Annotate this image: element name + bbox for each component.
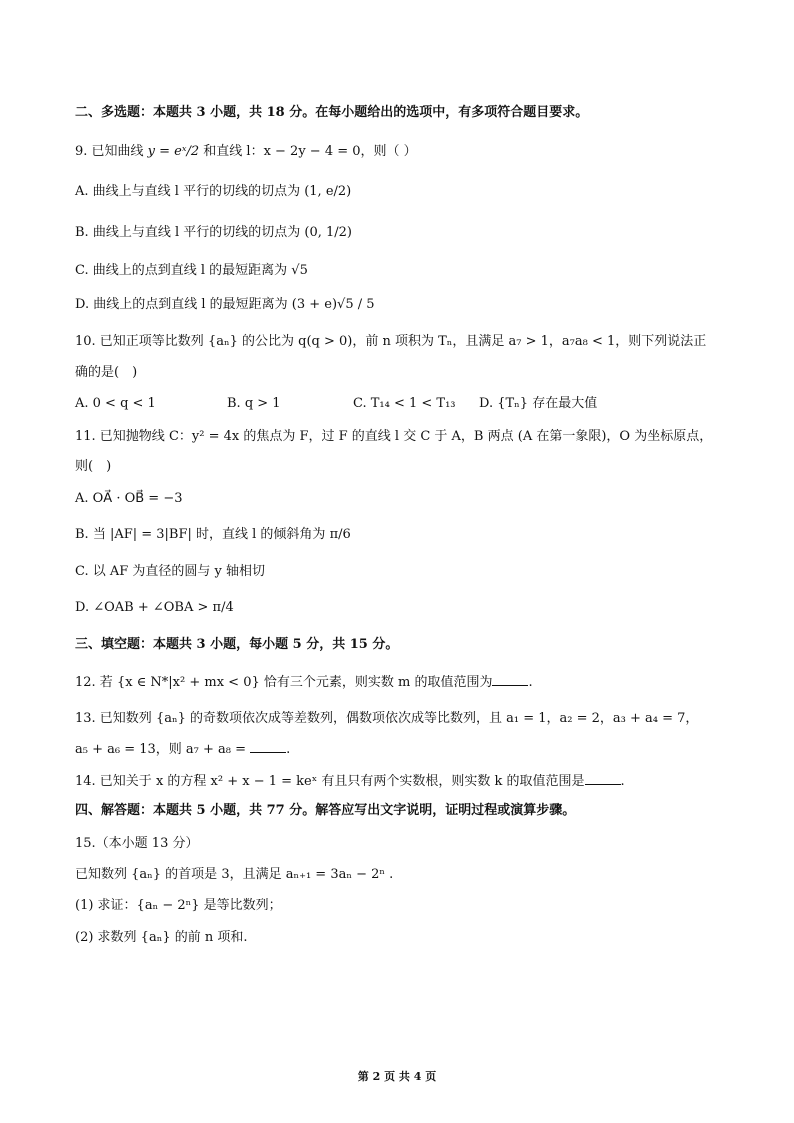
q10-options (75, 395, 597, 413)
question-15-title: 15.（本小题 13 分） (75, 836, 199, 851)
q9-option-d: D. 曲线上的点到直线 l 的最短距离为 (3 + e)√5 / 5 (75, 297, 375, 312)
question-14 (75, 772, 625, 791)
section-4-header: 四、解答题：本题共 5 小题，共 77 分。解答应写出文字说明，证明过程或演算步骤。 (75, 803, 576, 818)
question-15-part-1: (1) 求证：{aₙ − 2ⁿ} 是等比数列； (75, 898, 282, 913)
question-10-stem-line2: 确的是( ) (75, 365, 138, 380)
q11-option-b: B. 当 |AF| = 3|BF| 时，直线 l 的倾斜角为 π/6 (75, 527, 351, 542)
q13-answer-blank[interactable] (250, 740, 286, 753)
q9-curve: y = eˣ/2 (147, 144, 200, 159)
q14-end: . (620, 774, 625, 789)
q10-option-d: D. {Tₙ} 存在最大值 (479, 396, 598, 411)
q12-answer-blank[interactable] (492, 673, 528, 686)
q9-stem-suffix: 和直线 l：x − 2y − 4 = 0，则（ ） (199, 144, 417, 159)
question-15-part-2: (2) 求数列 {aₙ} 的前 n 项和. (75, 930, 248, 945)
q10-option-a: A. 0 < q < 1 (75, 396, 156, 411)
q14-answer-blank[interactable] (585, 772, 621, 785)
q11-option-a: A. OA⃗ · OB⃗ = −3 (75, 491, 183, 506)
section-2-header: 二、多选题：本题共 3 小题，共 18 分。在每小题给出的选项中，有多项符合题目要求。 (75, 105, 589, 120)
q9-option-c: C. 曲线上的点到直线 l 的最短距离为 √5 (75, 263, 308, 278)
question-10-stem-line1: 10. 已知正项等比数列 {aₙ} 的公比为 q(q > 0)，前 n 项积为 Tₙ，且满足 a₇ > 1，a₇a₈ < 1，则下列说法正 (75, 334, 707, 349)
q14-text: 14. 已知关于 x 的方程 x² + x − 1 = keˣ 有且只有两个实数根，则实数 k 的取值范围是 (75, 774, 585, 789)
question-11-stem-line1: 11. 已知抛物线 C：y² = 4x 的焦点为 F，过 F 的直线 l 交 C 于 A，B 两点 (A 在第一象限)，O 为坐标原点， (75, 429, 713, 444)
q13-end: . (286, 742, 291, 757)
q12-end: . (528, 675, 533, 690)
q10-option-c: C. T₁₄ < 1 < T₁₃ (353, 396, 456, 411)
q9-option-a: A. 曲线上与直线 l 平行的切线的切点为 (1, e/2) (75, 184, 352, 199)
section-3-header: 三、填空题：本题共 3 小题，每小题 5 分，共 15 分。 (75, 637, 399, 652)
q9-option-b: B. 曲线上与直线 l 平行的切线的切点为 (0, 1/2) (75, 225, 352, 240)
q9-stem-prefix: 9. 已知曲线 (75, 144, 148, 159)
q11-option-c: C. 以 AF 为直径的圆与 y 轴相切 (75, 564, 266, 579)
q13-text: a₅ + a₆ = 13，则 a₇ + a₈ = (75, 742, 247, 757)
question-11-stem-line2: 则( ) (75, 459, 112, 474)
question-9-stem (75, 143, 417, 161)
q11-option-d: D. ∠OAB + ∠OBA > π/4 (75, 600, 234, 615)
q12-text: 12. 若 {x ∈ N*|x² + mx < 0} 恰有三个元素，则实数 m 的取值范围为 (75, 675, 493, 690)
question-13-line2 (75, 740, 290, 759)
question-12 (75, 673, 533, 692)
page-footer: 第 2 页 共 4 页 (357, 1070, 437, 1083)
question-15-stem: 已知数列 {aₙ} 的首项是 3，且满足 aₙ₊₁ = 3aₙ − 2ⁿ . (75, 867, 394, 882)
question-13-line1: 13. 已知数列 {aₙ} 的奇数项依次成等差数列，偶数项依次成等比数列，且 a₁ = 1，a₂ = 2，a₃ + a₄ = 7， (75, 711, 699, 726)
q10-option-b: B. q > 1 (227, 396, 281, 411)
